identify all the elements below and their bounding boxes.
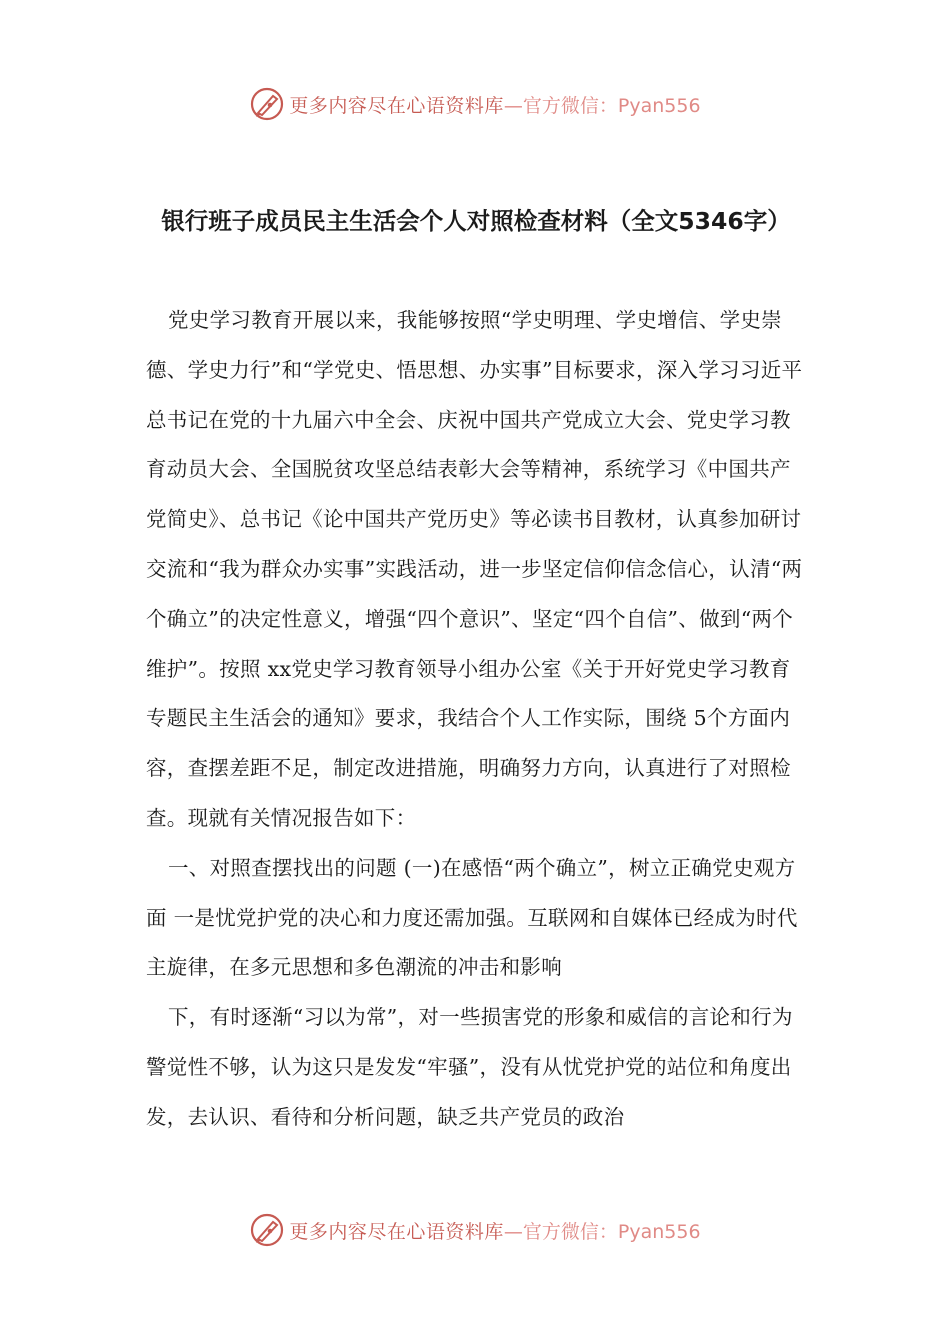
banner-wechat: —官方微信：Pyan556 xyxy=(503,94,701,117)
banner-wechat: —官方微信：Pyan556 xyxy=(503,1220,701,1243)
paragraph: 一、对照查摆找出的问题 (一)在感悟“两个确立”，树立正确党史观方面 一是忧党护党的决心和力度还需加强。互联网和自媒体已经成为时代主旋律，在多元思想和多色潮流的冲击和影响 xyxy=(146,855,798,980)
document-body xyxy=(146,296,808,1143)
header-banner xyxy=(0,82,950,126)
pen-nib-icon xyxy=(249,1212,285,1248)
footer-banner xyxy=(0,1208,950,1252)
banner-text: 更多内容尽在心语资料库 xyxy=(289,94,504,117)
banner-text: 更多内容尽在心语资料库 xyxy=(289,1220,504,1243)
pen-nib-icon xyxy=(249,86,285,122)
paragraph: 下，有时逐渐“习以为常”，对一些损害党的形象和威信的言论和行为警觉性不够，认为这只是发发“牢骚”，没有从忧党护党的站位和角度出发，去认识、看待和分析问题，缺乏共产党员的政治 xyxy=(146,1005,793,1129)
document-title: 银行班子成员民主生活会个人对照检查材料（全文5346字） xyxy=(161,207,791,235)
paragraph: 党史学习教育开展以来，我能够按照“学史明理、学史增信、学史崇德、学史力行”和“学党史、悟思想、办实事”目标要求，深入学习习近平总书记在党的十九届六中全会、庆祝中国共产党成立大会、党史学习教育动员大会、全国脱贫攻坚总结表彰大会等精神，系统学习《中国共产党简史》、总书记《论中国共产党历史》等必读书目教材，认真参加研讨交流和“我为群众办实事”实践活动，进一步坚定信仰信念信心，认清“两个确立”的决定性意义，增强“四个意识”、坚定“四个自信”、做到“两个维护”。按照 xx党史学习教育领导小组办公室《关于开好党史学习教育专题民主生活会的通知》要求，我结合个人工作实际，围绕 5个方面内容，查摆差距不足，制定改进措施，明确努力方向，认真进行了对照检查。现就有关情况报告如下： xyxy=(146,308,803,830)
